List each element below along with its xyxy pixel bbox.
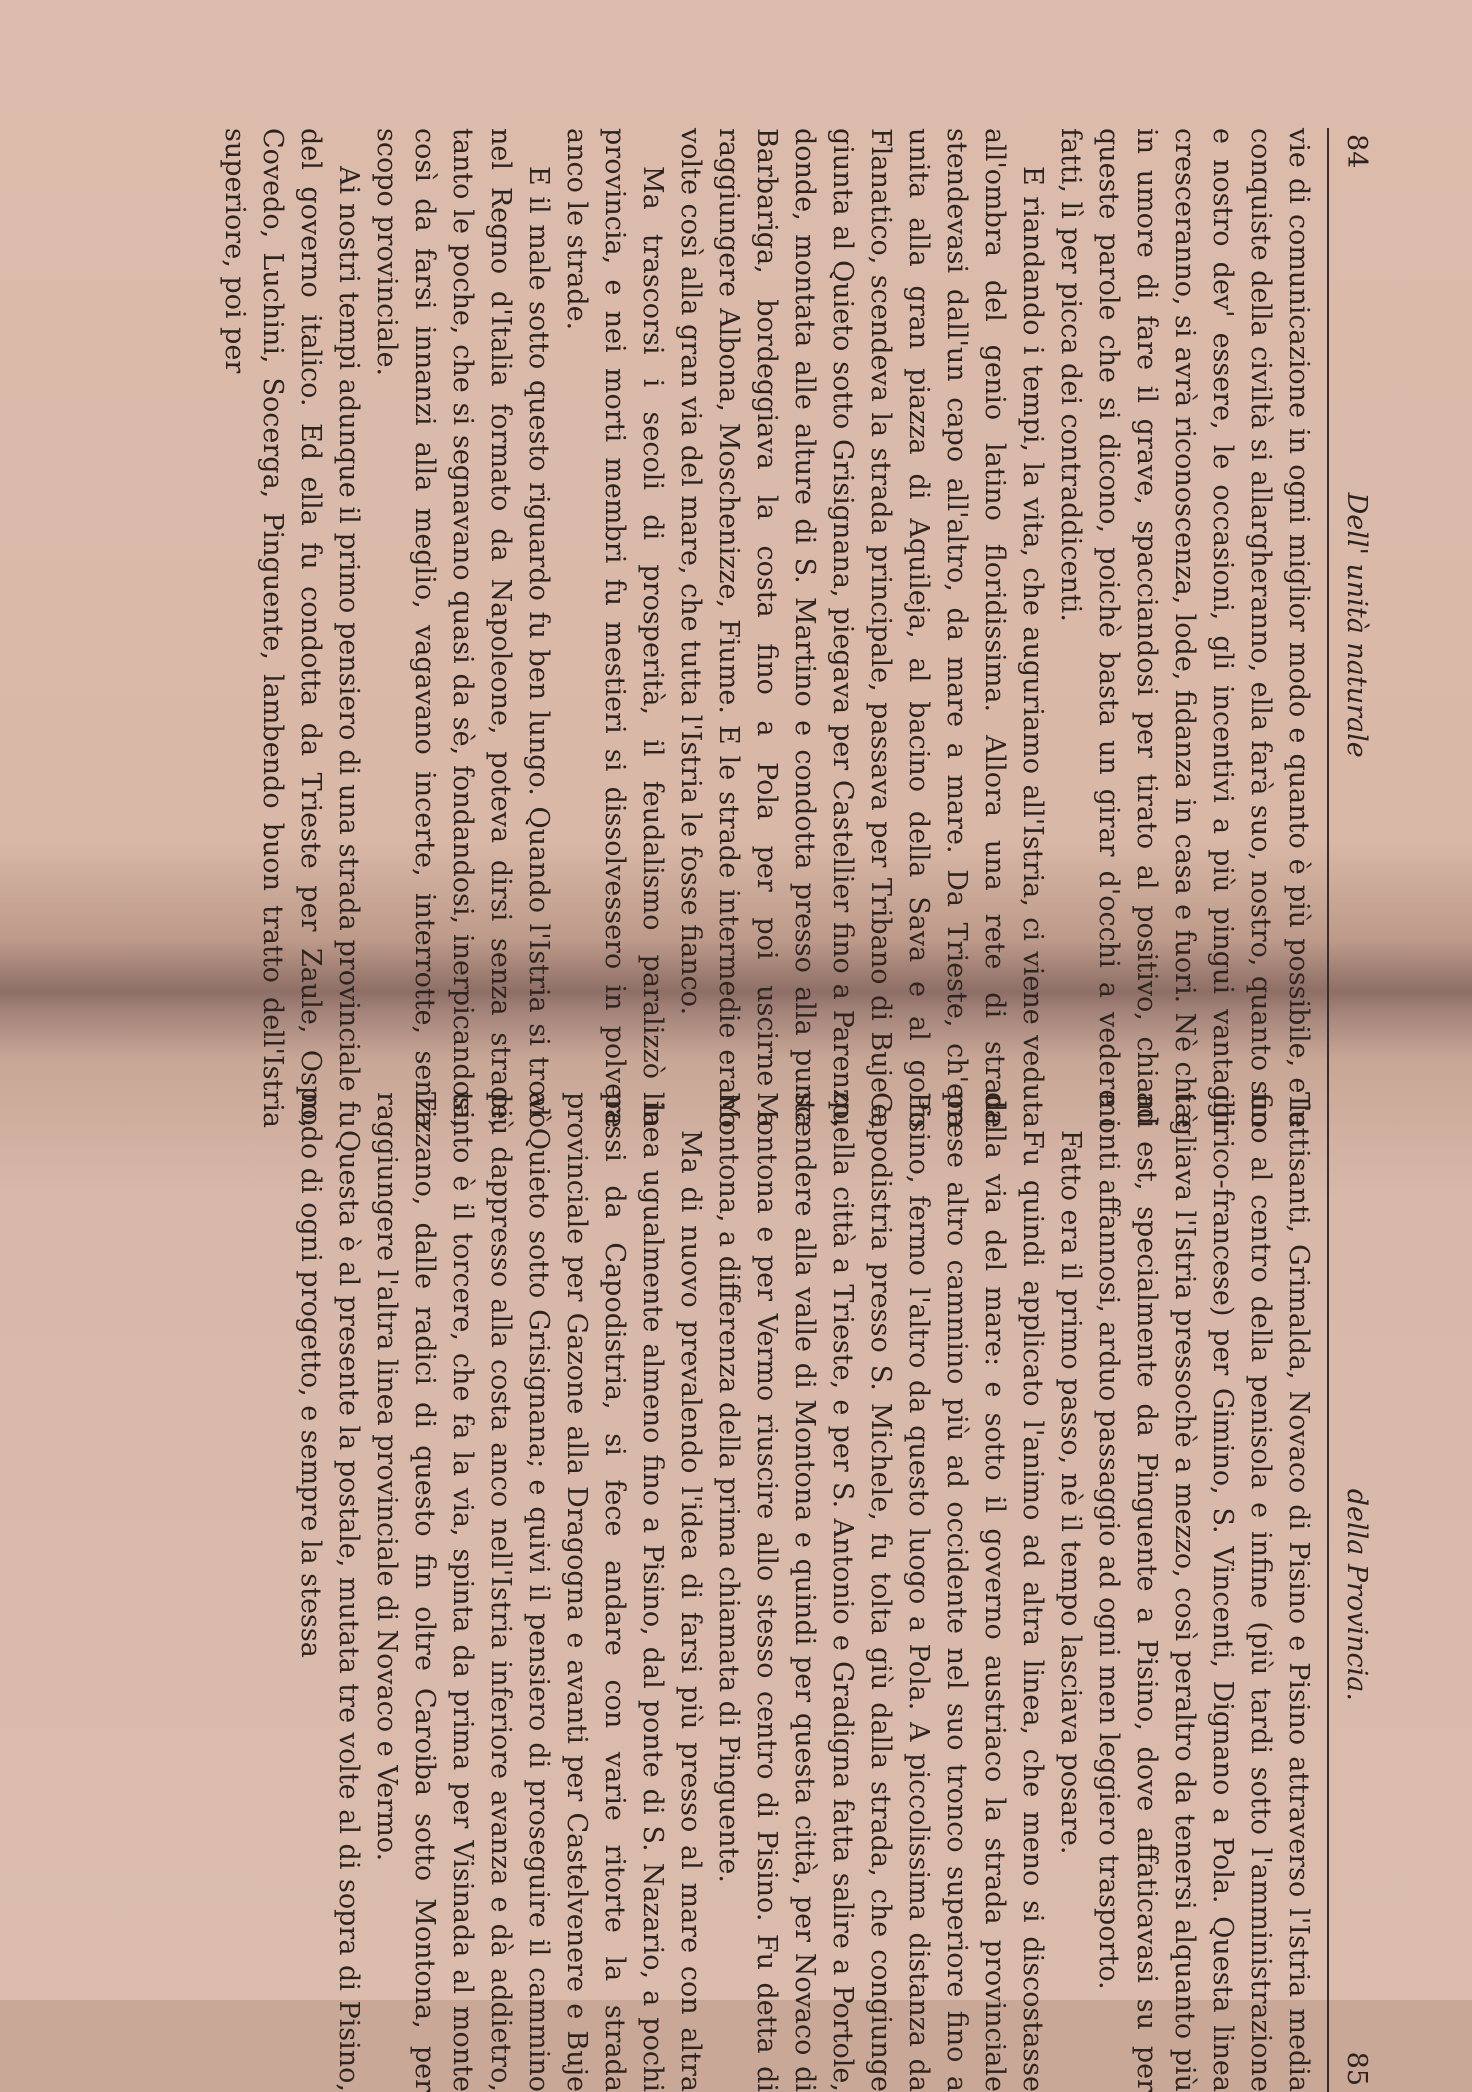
- paragraph: Fatto era il primo passo, nè il tempo lasciava posare.: [1055, 1130, 1086, 1855]
- page-body: [215, 128, 1317, 1128]
- paragraph: Ma trascorsi i secoli di prosperità, il feudalismo paralizzò la provincia, e nei morti membri fu mestieri si dissolvessero in polvere anco le strade.: [561, 128, 668, 1128]
- paragraph: Ai nostri tempi adunque il primo pensiero di una strada provinciale fu del governo italico. Ed ella fu condotta da Trieste per Zaule, Ospo, Covedo, Luchini, Socerga, Pinguente, lambendo buon tratto dell'Istria superiore, poi per: [219, 128, 364, 1128]
- paragraph: Questa è al presente la postale, mutata tre volte al di sopra di Pisino, nodo di ogni progetto, e sempre la stessa: [295, 1092, 364, 2092]
- running-title: Dell' unità naturale: [1341, 492, 1372, 758]
- paragraph: Fu quindi applicato l'animo ad altra linea, che meno si discostasse dalla via del mare: e sotto il governo austriaco la strada provinciale prese altro cammino più ad occidente nel suo tronco superiore fino a Pisino, fermo l'altro da questo luogo a Pola. A piccolissima distanza da Capodistria presso S. Michele, fu tolta giù dalla strada, che congiunge quella città a Trieste, e per S. Antonio e Gradigna fatta salire a Portole, scendere alla valle di Montona e quindi per questa città, per Novaco di Montona e per Vermo riuscire allo stesso centro di Pisino. Fu detta di Montona, a differenza della prima chiamata di Pinguente.: [713, 1092, 1048, 2092]
- right-page: [291, 1092, 1372, 2092]
- running-title: della Provincia.: [1341, 1488, 1372, 1701]
- paragraph: E riandando i tempi, la vita, che auguriamo all'Istria, ci viene veduta all'ombra del genio latino floridissima. Allora una rete di strade stendevasi dall'un capo all'altro, da mare a mare. Da Trieste, ch'era unita alla gran piazza di Aquileja, al bacino della Sava e al golfo Flanatico, scendeva la strada principale, passava per Tribano di Buje e, giunta al Quieto sotto Grisignana, piegava per Castellier fino a Parenzo, donde, montata alle alture di S. Martino e condotta presso alla punta Barbariga, bordeggiava la costa fino a Pola per poi uscirne a raggiungere Albona, Moschenizze, Fiume. E le strade intermedie erano volte così alla gran via del mare, che tutta l'Istria le fosse fianco.: [675, 128, 1048, 1128]
- paragraph: Ma di nuovo prevalendo l'idea di farsi più presso al mare con altra linea ugualmente almeno fino a Pisino, dal ponte di S. Nazario, a pochi passi da Capodistria, si fece andare con varie ritorte la strada provinciale per Gazone alla Dragogna e avanti per Castelvenere e Buje al Quieto sotto Grisignana; e quivi il pensiero di proseguire il cammino più dappresso alla costa anco nell'Istria inferiore avanza e dà addietro, tanto è il torcere, che fa la via, spinta da prima per Visinada al monte Tizzano, dalle radici di questo fin oltre Caroiba sotto Montona, per raggiungere l'altra linea provinciale di Novaco e Vermo.: [371, 1092, 706, 2092]
- left-page: [215, 128, 1372, 1128]
- page-number: 85: [1341, 2051, 1372, 2086]
- page-header: [1327, 1092, 1372, 2092]
- page-number: 84: [1341, 134, 1372, 169]
- page-header: [1327, 128, 1372, 1128]
- paragraph: Tuttisanti, Grimalda, Novaco di Pisino e Pisino attraverso l'Istria media fino al centro della penisola e infine (più tardi sotto l'amministrazione illirico-francese) per Gimino, S. Vincenti, Dignano a Pola. Questa linea tagliava l'Istria pressochè a mezzo, così peraltro da tenersi alquanto più ad est, specialmente da Pinguente a Pisino, dove affaticavasi su per monti affannosi, arduo passaggio ad ogni men leggiero trasporto.: [1093, 1092, 1314, 2092]
- page-body: [291, 1092, 1317, 2092]
- paragraph: E il male sotto questo riguardo fu ben lungo. Quando l'Istria si trovò nel Regno d'Italia formato da Napoleone, poteva dirsi senza strade, tanto le poche, che si segnavano quasi da sè, fondandosi, inerpicandosi, così da farsi innanzi alla meglio, vagavano incerte, interrotte, senza scopo provinciale.: [371, 128, 554, 1128]
- paragraph: vie di comunicazione in ogni miglior modo e quanto è più possibile, e le conquiste della civiltà si allargheranno, ella farà suo, nostro, quanto suo e nostro dev' essere, le occasioni, gli incentivi a più pingui vantaggi cresceranno, si avrà riconoscenza, lode, fidanza in casa e fuori. Nè chi è in umore di fare il grave, spacciandosi per tirato al positivo, chiami queste parole che si dicono, poichè basta un girar d'occhi a vedere i fatti, lì per picca dei contraddicenti.: [1055, 128, 1314, 1128]
